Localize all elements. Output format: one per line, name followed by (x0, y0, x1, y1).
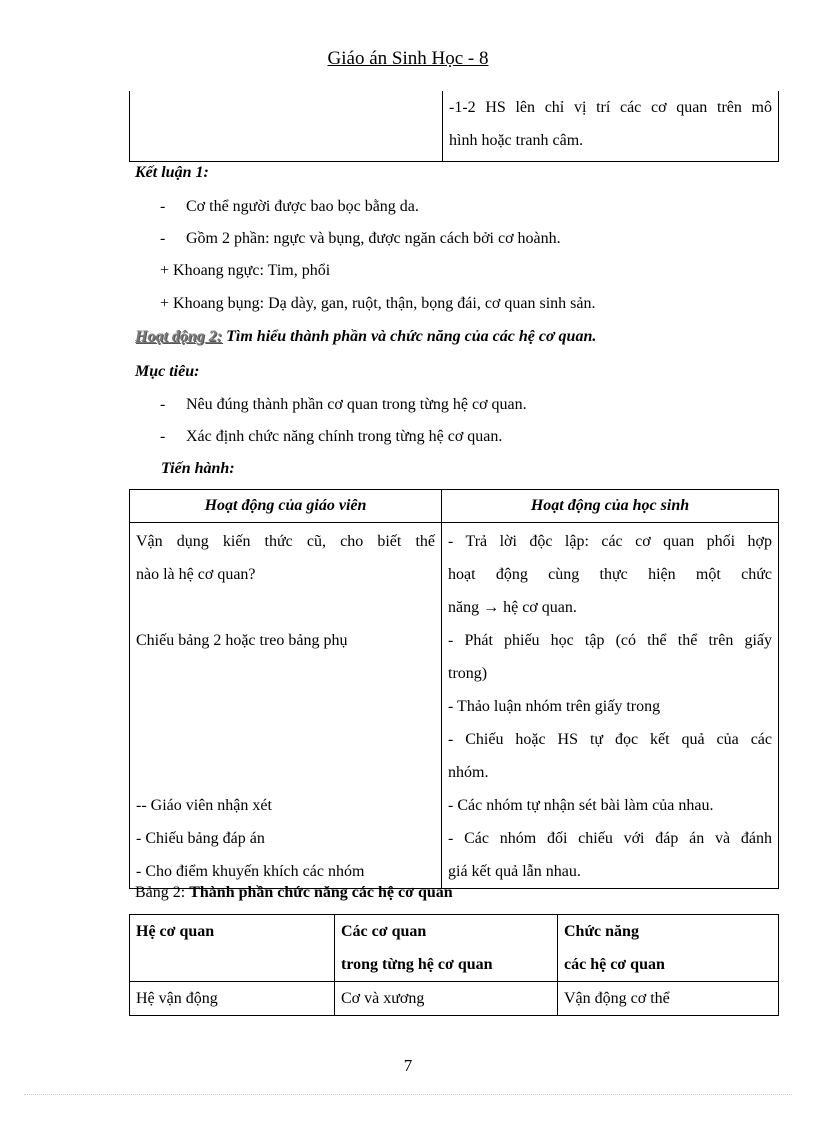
table2-header-line: Chức năng (564, 923, 639, 940)
table2-cell-text: Hệ vận động (136, 990, 218, 1007)
continuation-line: hình hoặc tranh câm. (449, 132, 584, 149)
teacher-line: - Cho điểm khuyến khích các nhóm (136, 863, 365, 880)
conclusion-title: Kết luận 1: (135, 164, 209, 181)
page-bottom-border (24, 1094, 792, 1095)
teacher-line: nào là hệ cơ quan? (136, 566, 256, 583)
activity2-title: Tìm hiểu thành phần và chức năng của các hệ cơ quan. (222, 328, 597, 345)
teacher-line: -- Giáo viên nhận xét (136, 797, 272, 814)
student-line: - Thảo luận nhóm trên giấy trong (448, 698, 661, 715)
student-line: - Trả lời độc lập: các cơ quan phối hợp (448, 533, 772, 550)
objectives-bullet: Xác định chức năng chính trong từng hệ cơ quan. (186, 428, 503, 445)
continuation-left-cell (130, 91, 443, 162)
student-line: trong) (448, 665, 488, 682)
teacher-line (136, 690, 435, 723)
table2-cell (130, 982, 335, 1016)
continuation-table (129, 91, 779, 162)
organ-systems-table (129, 914, 779, 1016)
objectives-bullet: Nêu đúng thành phần cơ quan trong từng hệ cơ quan. (186, 396, 527, 413)
table2-header-line: Hệ cơ quan (136, 923, 215, 940)
conclusion-plus-item: + Khoang bụng: Dạ dày, gan, ruột, thận, bọng đái, cơ quan sinh sản. (160, 295, 596, 312)
activity2-heading (135, 328, 596, 346)
bullet-dash: - (160, 198, 166, 215)
objectives-title: Mục tiêu: (135, 363, 200, 380)
table2-header-line: trong từng hệ cơ quan (341, 956, 493, 973)
table-row (130, 982, 779, 1016)
conclusion-plus-item: + Khoang ngực: Tim, phổi (160, 262, 331, 279)
activity2-label: Hoạt động 2: (135, 328, 223, 345)
teacher-column (130, 523, 442, 889)
student-line: - Các nhóm đối chiếu với đáp án và đánh (448, 830, 772, 847)
student-line: - Chiếu hoặc HS tự đọc kết quả của các (448, 731, 772, 748)
table2-cell-text: Vận động cơ thể (564, 990, 670, 1007)
continuation-right-cell (443, 91, 779, 162)
bullet-dash: - (160, 428, 166, 445)
table2-header-cell (335, 915, 558, 982)
header-title: Giáo án Sinh Học - 8 (327, 48, 489, 69)
student-line: - Phát phiếu học tập (có thể thể trên giấy (448, 632, 772, 649)
table2-header-cell (130, 915, 335, 982)
table2-cell (335, 982, 558, 1016)
table2-caption-prefix: Bảng 2: (135, 884, 190, 901)
table2-caption-title: Thành phần chức năng các hệ cơ quan (189, 884, 453, 901)
bullet-dash: - (160, 396, 166, 413)
table2-header-cell (558, 915, 779, 982)
table2-cell (558, 982, 779, 1016)
table2-caption (135, 884, 453, 902)
procedure-title: Tiến hành: (161, 460, 235, 477)
student-line: nhóm. (448, 764, 489, 781)
teacher-line: Chiếu bảng 2 hoặc treo bảng phụ (136, 632, 348, 649)
page-header (0, 48, 816, 70)
teacher-header: Hoạt động của giáo viên (130, 490, 442, 523)
page-number: 7 (403, 1056, 413, 1075)
student-line: giá kết quả lẫn nhau. (448, 863, 581, 880)
teacher-line (136, 657, 435, 690)
teacher-line: Vận dụng kiến thức cũ, cho biết thế (136, 533, 435, 550)
table2-cell-text: Cơ và xương (341, 990, 425, 1007)
continuation-line: -1-2 HS lên chỉ vị trí các cơ quan trên mô (449, 99, 772, 116)
teacher-line: - Chiếu bảng đáp án (136, 830, 265, 847)
teacher-line (136, 756, 435, 789)
conclusion-bullet: Cơ thể người được bao bọc bằng da. (186, 198, 419, 215)
table2-header-line: Các cơ quan (341, 923, 427, 940)
student-line: hoạt động cùng thực hiện một chức (448, 566, 772, 583)
student-column (442, 523, 779, 889)
teacher-line (136, 591, 435, 624)
activity-table (129, 489, 779, 889)
bullet-dash: - (160, 230, 166, 247)
table2-header-line: các hệ cơ quan (564, 956, 665, 973)
student-line: năng → hệ cơ quan. (448, 599, 577, 616)
conclusion-bullet: Gồm 2 phần: ngực và bụng, được ngăn cách bởi cơ hoành. (186, 230, 561, 247)
teacher-line (136, 723, 435, 756)
student-header: Hoạt động của học sinh (442, 490, 779, 523)
student-line: - Các nhóm tự nhận sét bài làm của nhau. (448, 797, 714, 814)
